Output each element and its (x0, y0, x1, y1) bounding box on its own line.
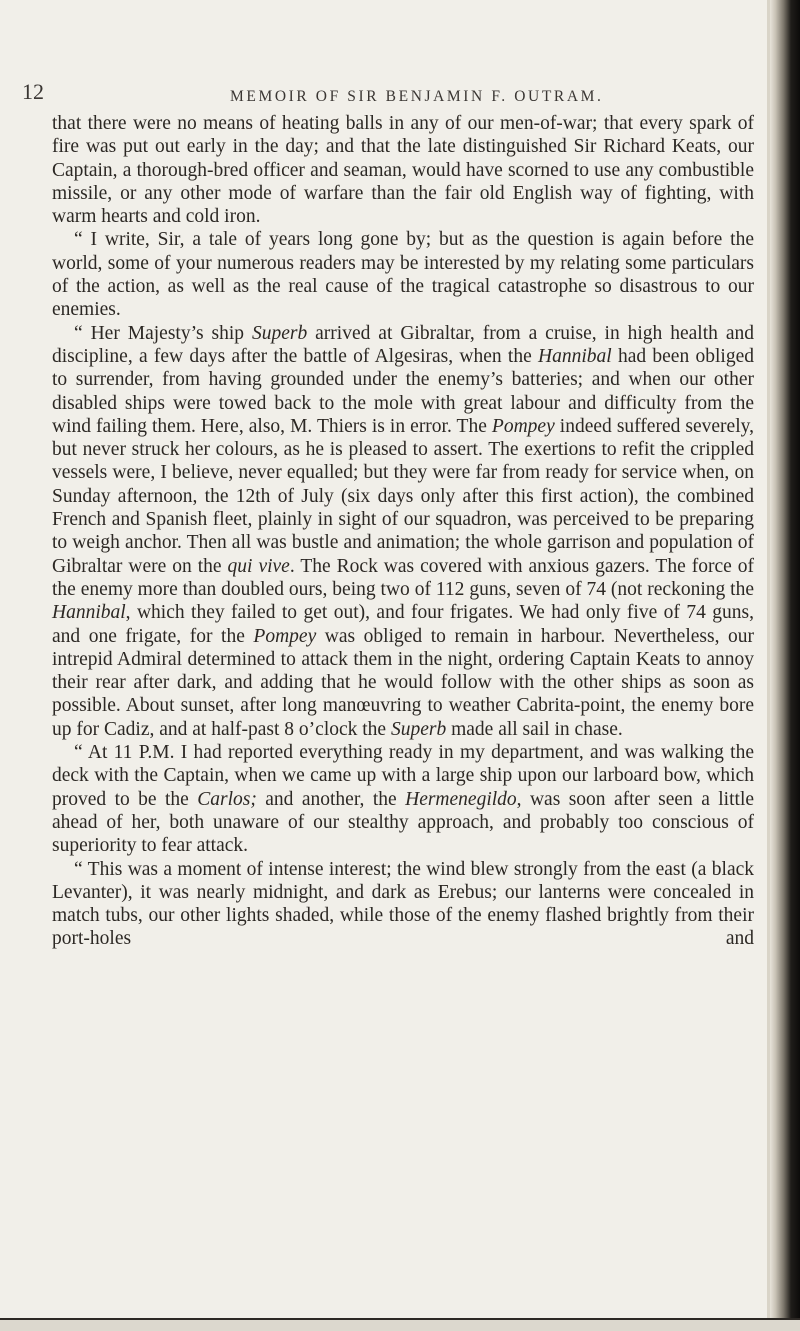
paragraph (52, 112, 754, 228)
text-run: . The Rock was covered with anxious gazers. The force of the enemy more than doubled ours, being two of 112 guns, seven of 74 (not reckoning the (52, 555, 755, 600)
ship-name: Hannibal (538, 345, 612, 367)
text-run: made all sail in chase. (446, 718, 623, 740)
ship-name: Superb (390, 718, 447, 740)
text-run: and another, the (256, 788, 406, 810)
paragraph (52, 322, 754, 741)
text-run: indeed suffered severely, but never struck her colours, as he is pleased to assert. The exertions to refit the crippled vessels were, I believe, never equalled; but they were far from ready for service when, on Sunday afternoon, the 12th of July (six days only after this first action), the combined French and Spanish fleet, plainly in sight of our squadron, was perceived to be preparing to weigh anchor. Then all was bustle and animation; the whole garrison and population of Gibraltar were on the (52, 415, 754, 577)
ship-name: Carlos; (197, 788, 257, 810)
body-text (52, 112, 754, 951)
text-run: arrived at Gibraltar, from a cruise, in high health and discipline, a few days after the battle of Algesiras, when the (52, 322, 754, 367)
text-run: that there were no means of heating balls in any of our men-of-war; that every spark of fire was put out early in the day; and that the late distinguished Sir Richard Keats, our Captain, a thorough-bred officer and seaman, would have scorned to use any combustible missile, or any other mode of warfare than the fair old English way of fighting, with warm hearts and cold iron. (52, 113, 754, 228)
text-run: , which they failed to get out), and four frigates. We had only five of 74 guns, and one frigate, for the (52, 602, 754, 647)
book-spine-shadow (770, 0, 800, 1331)
text-run: had been obliged to surrender, from having grounded under the enemy’s batteries; and when our other disabled ships were towed back to the mole with great labour and difficulty from the wind failing them. Here, also, M. Thiers is in error. The (52, 345, 754, 437)
text-run: “ At 11 P.M. I had reported everything ready in my department, and was walking the deck with the Captain, when we came up with a large ship upon our larboard bow, which proved to be the (52, 742, 754, 810)
ship-name: Hannibal (52, 602, 126, 624)
ship-name: Hermenegildo (405, 788, 517, 810)
italic-phrase: qui vive (227, 555, 290, 577)
text-run: “ I write, Sir, a tale of years long gone by; but as the question is again before the world, some of your numerous readers may be interested by my relating some particulars of the action, as well as the real cause of the tragical catastrophe so disastrous to our enemies. (52, 229, 754, 321)
text-run: “ This was a moment of intense interest; the wind blew strongly from the east (a black Levanter), it was nearly midnight, and dark as Erebus; our lanterns were concealed in match tubs, our other lights shaded, while those of the enemy flashed brightly from their port-holes and (52, 858, 754, 950)
paragraph (52, 858, 754, 951)
bottom-edge-margin (0, 1320, 800, 1331)
running-head: MEMOIR OF SIR BENJAMIN F. OUTRAM. (230, 88, 604, 105)
ship-name: Pompey (253, 625, 317, 647)
paragraph (52, 741, 754, 857)
paragraph (52, 228, 754, 321)
text-run: was obliged to remain in harbour. Nevertheless, our intrepid Admiral determined to attack them in the night, ordering Captain Keats to annoy their rear after dark, and adding that he would follow with the other ships as soon as possible. About sunset, after long manœuvring to weather Cabrita-point, the enemy bore up for Cadiz, and at half-past 8 o’clock the (52, 625, 754, 740)
ship-name: Pompey (491, 415, 555, 437)
text-run: , was soon after seen a little ahead of her, both unaware of our stealthy approach, and probably too conscious of superiority to fear attack. (52, 788, 755, 857)
ship-name: Superb (251, 322, 308, 344)
page-number: 12 (22, 79, 44, 104)
text-run: “ Her Majesty’s ship (74, 322, 252, 344)
